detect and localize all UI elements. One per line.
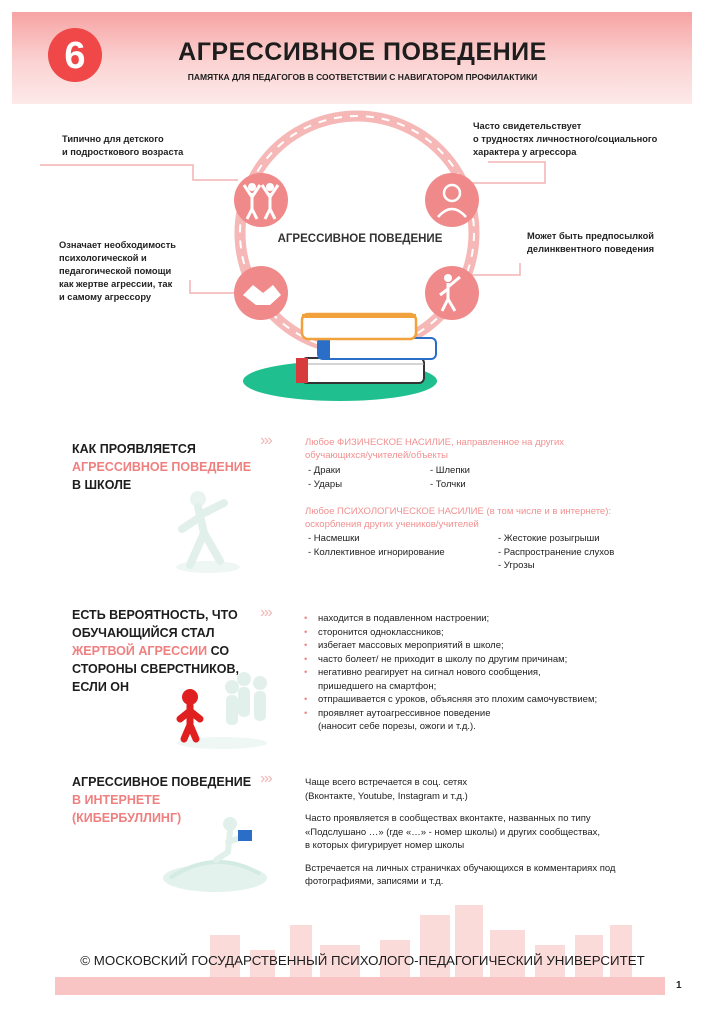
list-item: • избегает массовых мероприятий в школе;	[300, 639, 690, 653]
section2-heading: ЕСТЬ ВЕРОЯТНОСТЬ, ЧТО ОБУЧАЮЩИЙСЯ СТАЛ ЖЕРТВОЙ АГРЕССИИ СО СТОРОНЫ СВЕРСТНИКОВ, ЕСЛИ ОН	[72, 608, 240, 694]
page-number: 1	[676, 980, 682, 991]
cyberbullying-text: Чаще всего встречается в соц. сетях (Вконтакте, Youtube, Instagram и т.д.) Часто проявляется в сообществах вконтакте, названных по типу «Подслушано …» (где «…» - номер школы) и других сообществах, в которых фигурирует номер школы Встречается на личных страничках обучающихся в комментариях под фотографиями, записями и т.д.	[305, 777, 616, 887]
section1-heading: КАК ПРОЯВЛЯЕТСЯ АГРЕССИВНОЕ ПОВЕДЕНИЕ В ШКОЛЕ	[72, 442, 252, 492]
section1-arrow-icon: › › ›	[260, 432, 270, 449]
note-top-left: Типично для детского и подросткового возраста	[62, 134, 184, 157]
note-mid-left: Означает необходимость психологической и педагогической помощи как жертве агрессии, так и самому агрессору	[59, 240, 176, 302]
page-title: АГРЕССИВНОЕ ПОВЕДЕНИЕ	[178, 38, 547, 66]
list-item: • сторонится одноклассников;	[300, 626, 690, 640]
warning-signs-list	[300, 612, 690, 734]
person-portrait-icon	[425, 173, 479, 227]
list-item: • проявляет аутоагрессивное поведение (наносит себе порезы, ожоги и т.д.).	[300, 707, 690, 734]
books-stack-icon	[296, 314, 436, 383]
note-mid-right: Может быть предпосылкой делинквентного поведения	[527, 231, 655, 254]
skyline-decoration	[0, 895, 725, 1000]
diagram-center-label: АГРЕССИВНОЕ ПОВЕДЕНИЕ	[277, 233, 443, 245]
physical-violence-heading: Любое ФИЗИЧЕСКОЕ НАСИЛИЕ, направленное на других обучающихся/учителей/объекты	[305, 437, 565, 461]
list-item: • находится в подавленном настроении;	[300, 612, 690, 626]
isolated-figure-icon	[172, 665, 272, 750]
psych-list-right: - Жестокие розыгрыши - Распространение слухов - Угрозы	[498, 533, 615, 571]
list-item: • часто болеет/ не приходит в школу по другим причинам;	[300, 653, 690, 667]
list-item: • негативно реагирует на сигнал нового сообщения, пришедшего на смартфон;	[300, 666, 690, 693]
section3-heading: АГРЕССИВНОЕ ПОВЕДЕНИЕ В ИНТЕРНЕТЕ (КИБЕРБУЛЛИНГ)	[72, 775, 252, 825]
logo-glyph: 6	[64, 35, 86, 77]
psych-violence-heading: Любое ПСИХОЛОГИЧЕСКОЕ НАСИЛИЕ (в том числе и в интернете): оскорбления других учеников/учителей	[305, 506, 612, 530]
section2-arrow-icon: › › ›	[260, 604, 270, 621]
physical-list-left: - Драки - Удары	[308, 465, 343, 490]
physical-list-right: - Шлепки - Толчки	[430, 465, 470, 490]
list-item: • отпрашивается с уроков, объясняя это плохим самочувствием;	[300, 693, 690, 707]
person-fighting-icon	[425, 266, 479, 320]
footer-copyright: © МОСКОВСКИЙ ГОСУДАРСТВЕННЫЙ ПСИХОЛОГО-ПЕДАГОГИЧЕСКИЙ УНИВЕРСИТЕТ	[80, 953, 645, 968]
handshake-icon	[234, 266, 288, 320]
figure-on-mouse-icon	[160, 808, 270, 893]
psych-list-left: - Насмешки - Коллективное игнорирование	[308, 533, 445, 558]
people-celebrating-icon	[234, 173, 288, 227]
page-subtitle: ПАМЯТКА ДЛЯ ПЕДАГОГОВ В СООТВЕТСТВИИ С НАВИГАТОРОМ ПРОФИЛАКТИКИ	[187, 72, 538, 82]
section3-arrow-icon: › › ›	[260, 770, 270, 787]
note-top-right: Часто свидетельствует о трудностях личностного/социального характера у агрессора	[473, 121, 658, 157]
fighting-figure-icon	[168, 485, 248, 575]
